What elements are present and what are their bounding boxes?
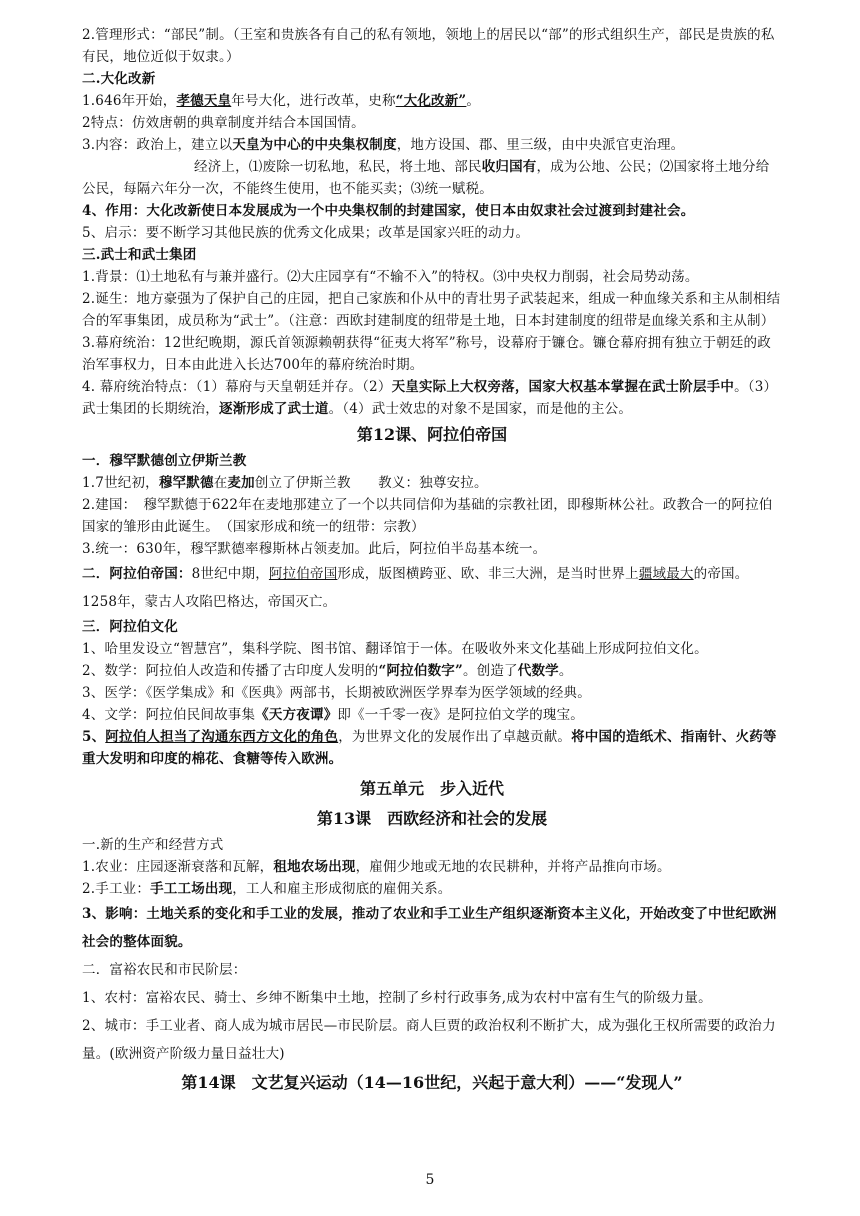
text-line: 1.7世纪初，穆罕默德在麦加创立了伊斯兰教 教义：独尊安拉。 (82, 475, 488, 491)
lesson-title: 第13课 西欧经济和社会的发展 (316, 809, 548, 828)
text-line: 2特点：仿效唐朝的典章制度并结合本国国情。 (82, 115, 365, 131)
text-line: 2.手工业：手工工场出现，工人和雇主形成彻底的雇佣关系。 (82, 881, 452, 897)
page-number: 5 (425, 1172, 435, 1188)
section-heading: 二.大化改新 (82, 71, 156, 87)
section-heading: 三．阿拉伯文化 (82, 619, 178, 635)
text-line: 1、农村：富裕农民、骑士、乡绅不断集中土地，控制了乡村行政事务,成为农村中富有生气的阶级力量。 (82, 990, 712, 1006)
text-line: 5、启示：要不断学习其他民族的优秀文化成果；改革是国家兴旺的动力。 (82, 225, 530, 241)
text-line: 3.内容：政治上，建立以天皇为中心的中央集权制度，地方设国、郡、里三级，由中央派官吏治理。 (82, 137, 685, 153)
unit-title: 第五单元 步入近代 (359, 779, 504, 798)
text-line: 2.诞生：地方豪强为了保护自己的庄园，把自己家族和仆从中的青壮男子武装起来，组成一种血缘关系和主从制相结合的军事集团，成员称为“武士”。（注意：西欧封建制度的纽带是土地，日本封建制度的纽带是血缘关系和主从制） (82, 291, 781, 329)
section-heading: 二．富裕农民和市民阶层： (82, 962, 247, 978)
text-line: 4. 幕府统治特点：（1）幕府与天皇朝廷并存。（2）天皇实际上大权旁落，国家大权基本掌握在武士阶层手中。（3）武士集团的长期统治，逐渐形成了武士道。（4）武士效忠的对象不是国家，而是他的主公。 (82, 379, 778, 417)
text-line: 1.646年开始，孝德天皇年号大化，进行改革，史称“大化改新”。 (82, 93, 481, 109)
text-line: 3.统一：630年，穆罕默德率穆斯林占领麦加。此后，阿拉伯半岛基本统一。 (82, 541, 547, 557)
text-line: 3、影响：土地关系的变化和手工业的发展，推动了农业和手工业生产组织逐渐资本主义化，开始改变了中世纪欧洲社会的整体面貌。 (82, 906, 777, 950)
text-line: 4、作用：大化改新使日本发展成为一个中央集权制的封建国家，使日本由奴隶社会过渡到封建社会。 (82, 203, 695, 219)
text-line: 2.管理形式：“部民”制。（王室和贵族各有自己的私有领地，领地上的居民以“部”的形式组织生产，部民是贵族的私有民，地位近似于奴隶。） (82, 27, 775, 65)
document-page (82, 24, 782, 1098)
lesson-title: 第14课 文艺复兴运动（14—16世纪，兴起于意大利）——“发现人” (181, 1073, 683, 1092)
text-line: 二．阿拉伯帝国：8世纪中期，阿拉伯帝国形成，版图横跨亚、欧、非三大洲，是当时世界上疆域最大的帝国。1258年，蒙古人攻陷巴格达，帝国灭亡。 (82, 566, 749, 610)
section-heading: 一.新的生产和经营方式 (82, 837, 224, 853)
text-line: 2.建国： 穆罕默德于622年在麦地那建立了一个以共同信仰为基础的宗教社团，即穆斯林公社。政教合一的阿拉伯国家的雏形由此诞生。 （国家形成和统一的纽带：宗教） (82, 497, 773, 535)
section-heading: 一．穆罕默德创立伊斯兰教 (82, 453, 247, 469)
text-line: 1、哈里发设立“智慧宫”，集科学院、图书馆、翻译馆于一体。在吸收外来文化基础上形成阿拉伯文化。 (82, 641, 708, 657)
section-heading: 三.武士和武士集团 (82, 247, 197, 263)
text-line: 3.幕府统治：12世纪晚期，源氏首领源赖朝获得“征夷大将军”称号，设幕府于镰仓。镰仓幕府拥有独立于朝廷的政治军事权力，日本由此进入长达700年的幕府统治时期。 (82, 335, 771, 373)
text-line: 2、数学：阿拉伯人改造和传播了古印度人发明的“阿拉伯数字”。创造了代数学。 (82, 663, 573, 679)
text-line: 3、医学：《医学集成》和《医典》两部书，长期被欧洲医学界奉为医学领域的经典。 (82, 685, 591, 701)
text-line: 1.农业：庄园逐渐衰落和瓦解，租地农场出现，雇佣少地或无地的农民耕种，并将产品推向市场。 (82, 859, 671, 875)
text-line: 5、阿拉伯人担当了沟通东西方文化的角色，为世界文化的发展作出了卓越贡献。将中国的造纸术、指南针、火药等重大发明和印度的棉花、食糖等传入欧洲。 (82, 729, 777, 767)
text-line: 经济上，⑴废除一切私地，私民，将土地、部民收归国有，成为公地、公民；⑵国家将土地分给公民，每隔六年分一次，不能终生使用，也不能买卖；⑶统一赋税。 (82, 159, 770, 197)
text-line: 2、城市：手工业者、商人成为城市居民—市民阶层。商人巨贾的政治权利不断扩大，成为强化王权所需要的政治力量。(欧洲资产阶级力量日益壮大) (82, 1018, 776, 1062)
text-line: 1.背景：⑴土地私有与兼并盛行。⑵大庄园享有“不输不入”的特权。⑶中央权力削弱，社会局势动荡。 (82, 269, 699, 285)
text-line: 4、文学：阿拉伯民间故事集《天方夜谭》即《一千零一夜》是阿拉伯文学的瑰宝。 (82, 707, 585, 723)
lesson-title: 第12课、阿拉伯帝国 (356, 425, 508, 444)
